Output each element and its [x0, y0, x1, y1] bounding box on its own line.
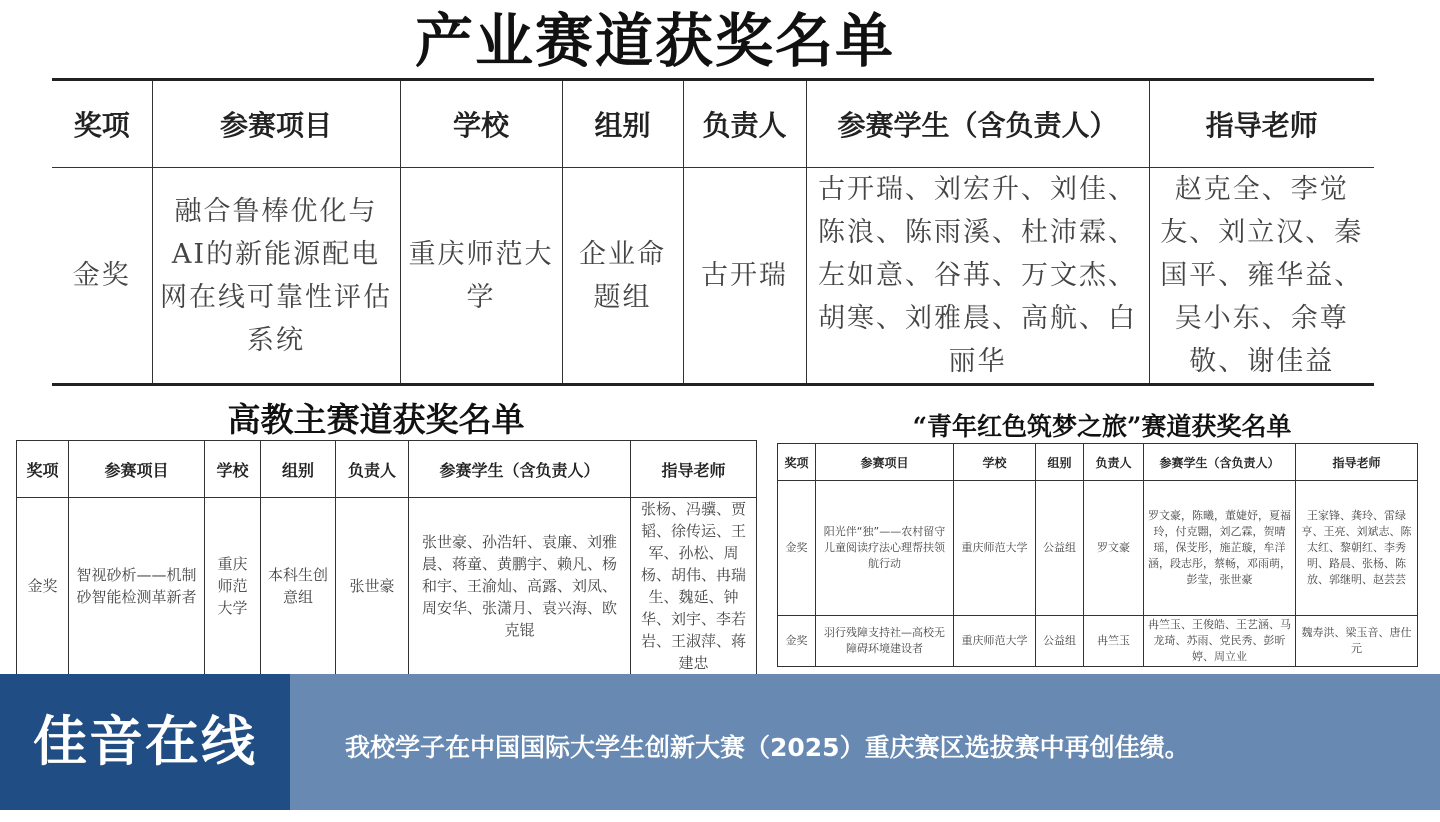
header-project: 参赛项目	[152, 80, 400, 168]
table-row	[778, 481, 1418, 616]
red-journey-track-title: “青年红色筑梦之旅”赛道获奖名单	[912, 412, 1292, 441]
header-award: 奖项	[778, 444, 816, 481]
table-header-row	[52, 80, 1374, 168]
cell-project: 融合鲁棒优化与AI的新能源配电网在线可靠性评估系统	[152, 168, 400, 385]
header-school: 学校	[205, 441, 261, 498]
cell-teachers: 王家锋、龚玲、雷绿亨、王亮、刘斌志、陈太红、黎朝红、李秀明、路晨、张杨、陈放、郭继明、赵芸芸	[1296, 481, 1418, 616]
cell-students: 罗文豪，陈曦，董婕妤，夏福玲，付克翾，刘乙霖，贺晴瑶，保芠彤，施芷璇，牟洋涵，段志彤，蔡畅，邓雨萌，彭莹，张世豪	[1144, 481, 1296, 616]
table-header-row	[778, 444, 1418, 481]
table-row	[17, 498, 757, 675]
cell-school: 重庆师范大学	[400, 168, 562, 385]
header-teachers: 指导老师	[631, 441, 757, 498]
header-teachers: 指导老师	[1149, 80, 1374, 168]
cell-award: 金奖	[17, 498, 69, 675]
industry-track-title: 产业赛道获奖名单	[414, 7, 895, 75]
cell-students: 冉竺玉、王俊皓、王艺涵、马龙琦、苏雨、党民秀、彭昕婷、周立业	[1144, 616, 1296, 667]
cell-leader: 罗文豪	[1084, 481, 1144, 616]
header-school: 学校	[400, 80, 562, 168]
higher-ed-track-title: 高教主赛道获奖名单	[227, 400, 525, 439]
cell-group: 公益组	[1036, 481, 1084, 616]
cell-leader: 冉竺玉	[1084, 616, 1144, 667]
cell-school: 重庆师范大学	[954, 481, 1036, 616]
header-students: 参赛学生（含负责人）	[409, 441, 631, 498]
table-header-row	[17, 441, 757, 498]
table-row	[778, 616, 1418, 667]
header-teachers: 指导老师	[1296, 444, 1418, 481]
brand-label: 佳音在线	[0, 674, 290, 810]
header-award: 奖项	[52, 80, 152, 168]
header-leader: 负责人	[336, 441, 409, 498]
cell-school: 重庆师范大学	[205, 498, 261, 675]
cell-group: 企业命题组	[562, 168, 683, 385]
cell-project: 智视砂析——机制砂智能检测革新者	[69, 498, 205, 675]
header-group: 组别	[562, 80, 683, 168]
cell-school: 重庆师范大学	[954, 616, 1036, 667]
table-row	[52, 168, 1374, 385]
header-school: 学校	[954, 444, 1036, 481]
header-students: 参赛学生（含负责人）	[1144, 444, 1296, 481]
header-students: 参赛学生（含负责人）	[806, 80, 1149, 168]
header-leader: 负责人	[1084, 444, 1144, 481]
header-leader: 负责人	[683, 80, 806, 168]
cell-award: 金奖	[778, 481, 816, 616]
higher-ed-track-table	[16, 440, 757, 675]
cell-award: 金奖	[778, 616, 816, 667]
cell-teachers: 张杨、冯骥、贾韬、徐传运、王军、孙松、周杨、胡伟、冉瑞生、魏延、钟华、刘宇、李若岩、王淑萍、蒋建忠	[631, 498, 757, 675]
header-group: 组别	[1036, 444, 1084, 481]
cell-project: 阳光伴“独”——农村留守儿童阅读疗法心理帮扶领航行动	[816, 481, 954, 616]
cell-teachers: 赵克全、李觉友、刘立汉、秦国平、雍华益、吴小东、余尊敬、谢佳益	[1149, 168, 1374, 385]
cell-leader: 古开瑞	[683, 168, 806, 385]
news-banner	[0, 674, 1440, 810]
cell-project: 羽行残障支持社—高校无障碍环境建设者	[816, 616, 954, 667]
cell-students: 古开瑞、刘宏升、刘佳、陈浪、陈雨溪、杜沛霖、左如意、谷苒、万文杰、胡寒、刘雅晨、高航、白丽华	[806, 168, 1149, 385]
cell-teachers: 魏寿洪、梁玉音、唐仕元	[1296, 616, 1418, 667]
banner-headline: 我校学子在中国国际大学生创新大赛（2025）重庆赛区选拔赛中再创佳绩。	[345, 733, 1190, 762]
industry-track-table	[52, 78, 1374, 386]
cell-students: 张世豪、孙浩轩、袁廉、刘雅晨、蒋童、黄鹏宇、赖凡、杨和宇、王渝灿、高露、刘凤、周安华、张潇月、袁兴海、欧克锟	[409, 498, 631, 675]
header-project: 参赛项目	[69, 441, 205, 498]
red-journey-track-table	[777, 443, 1418, 667]
header-project: 参赛项目	[816, 444, 954, 481]
cell-group: 公益组	[1036, 616, 1084, 667]
header-group: 组别	[261, 441, 336, 498]
cell-leader: 张世豪	[336, 498, 409, 675]
cell-award: 金奖	[52, 168, 152, 385]
header-award: 奖项	[17, 441, 69, 498]
cell-group: 本科生创意组	[261, 498, 336, 675]
